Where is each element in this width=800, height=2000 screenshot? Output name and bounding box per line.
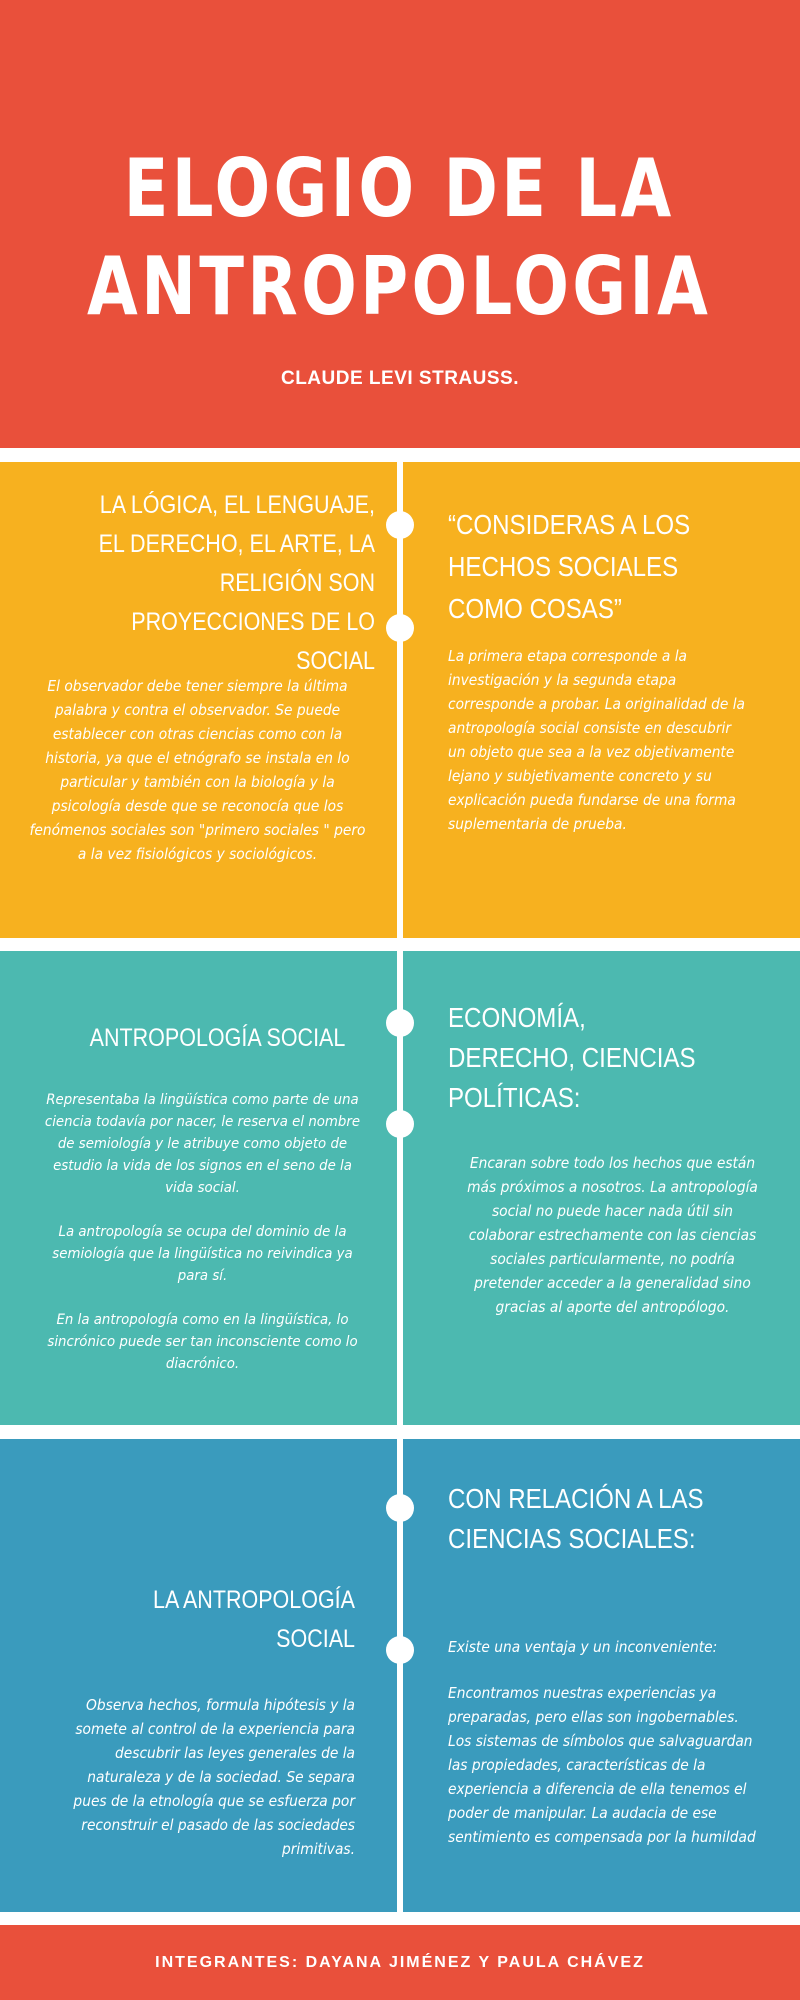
section1-right-heading: “CONSIDERAS A LOS HECHOS SOCIALES COMO COSAS” xyxy=(448,509,691,624)
header-banner xyxy=(0,0,800,448)
timeline-dot xyxy=(386,1636,414,1664)
timeline-dot xyxy=(386,1494,414,1522)
section2-left-paragraph-2: La antropología se ocupa del dominio de la semiología que la lingüística no reivindica ya para sí. xyxy=(52,1224,353,1284)
section3-right-paragraph-2: Encontramos nuestras experiencias ya preparadas, pero ellas son ingobernables. Los sistemas de símbolos que salvaguardan las propiedades, características de la experiencia a diferencia de ella tenemos el poder de manipular. La audacia de ese sentimiento es compensada por la humildad xyxy=(448,1684,756,1846)
section3-left-text: Observa hechos, formula hipótesis y la somete al control de la experiencia para descubrir las leyes generales de la naturaleza y de la sociedad. Se separa pues de la etnología que se esfuerza por reconstruir el pasado de las sociedades primitivas. xyxy=(73,1696,356,1858)
section1-left-text: El observador debe tener siempre la última palabra y contra el observador. Se puede establecer con otras ciencias como con la historia, ya que el etnógrafo se instala en lo particular y también con la biología y la psicología desde que se reconocía que los fenómenos sociales son "primero sociales " pero a la vez fisiológicos y sociológicos. xyxy=(29,677,366,863)
section2-right-heading: ECONOMÍA, DERECHO, CIENCIAS POLÍTICAS: xyxy=(448,1002,696,1113)
section1-left-heading: LA LÓGICA, EL LENGUAJE, EL DERECHO, EL ARTE, LA RELIGIÓN SON PROYECCIONES DE LO SOCIAL xyxy=(98,491,376,675)
section3-right-text xyxy=(448,1635,756,1849)
timeline-dot xyxy=(386,1110,414,1138)
section3-right-heading: CON RELACIÓN A LAS CIENCIAS SOCIALES: xyxy=(448,1483,704,1554)
author-name: CLAUDE LEVI STRAUSS. xyxy=(280,368,520,389)
section2-right-text: Encaran sobre todo los hechos que están más próximos a nosotros. La antropología social no puede hacer nada útil sin colaborar estrechamente con las ciencias sociales particularmente, no podría pretender acceder a la generalidad sino gracias al aporte del antropólogo. xyxy=(467,1154,758,1316)
timeline-dot xyxy=(386,1009,414,1037)
timeline-dot xyxy=(386,614,414,642)
section3-right-paragraph-1: Existe una ventaja y un inconveniente: xyxy=(448,1638,718,1656)
section3-left-heading: LA ANTROPOLOGÍA SOCIAL xyxy=(153,1586,355,1653)
page-title xyxy=(71,140,727,336)
section2-left-paragraph-3: En la antropología como en la lingüística, lo sincrónico puede ser tan inconsciente como lo diacrónico. xyxy=(47,1312,358,1372)
footer-banner xyxy=(0,1925,800,2000)
footer-text: INTEGRANTES: DAYANA JIMÉNEZ Y PAULA CHÁVEZ xyxy=(155,1954,645,1971)
section2-left-paragraph-1: Representaba la lingüística como parte de una ciencia todavía por nacer, le reserva el nombre de semiología y le atribuye como objeto de estudio la vida de los signos en el seno de la vida social. xyxy=(44,1092,361,1196)
timeline-spine xyxy=(397,462,403,1912)
page-title-line-1: ELOGIO DE LA xyxy=(123,142,675,235)
section2-left-heading: ANTROPOLOGÍA SOCIAL xyxy=(89,1024,346,1052)
section1-right-text: La primera etapa corresponde a la investigación y la segunda etapa corresponde a probar. La originalidad de la antropología social consiste en descubrir un objeto que sea a la vez objetivamente lejano y subjetivamente concreto y su explicación pueda fundarse de una forma suplementaria de prueba. xyxy=(448,647,746,833)
page-title-line-2: ANTROPOLOGIA xyxy=(87,240,712,333)
timeline-dot xyxy=(386,511,414,539)
section2-left-text xyxy=(44,1089,361,1375)
